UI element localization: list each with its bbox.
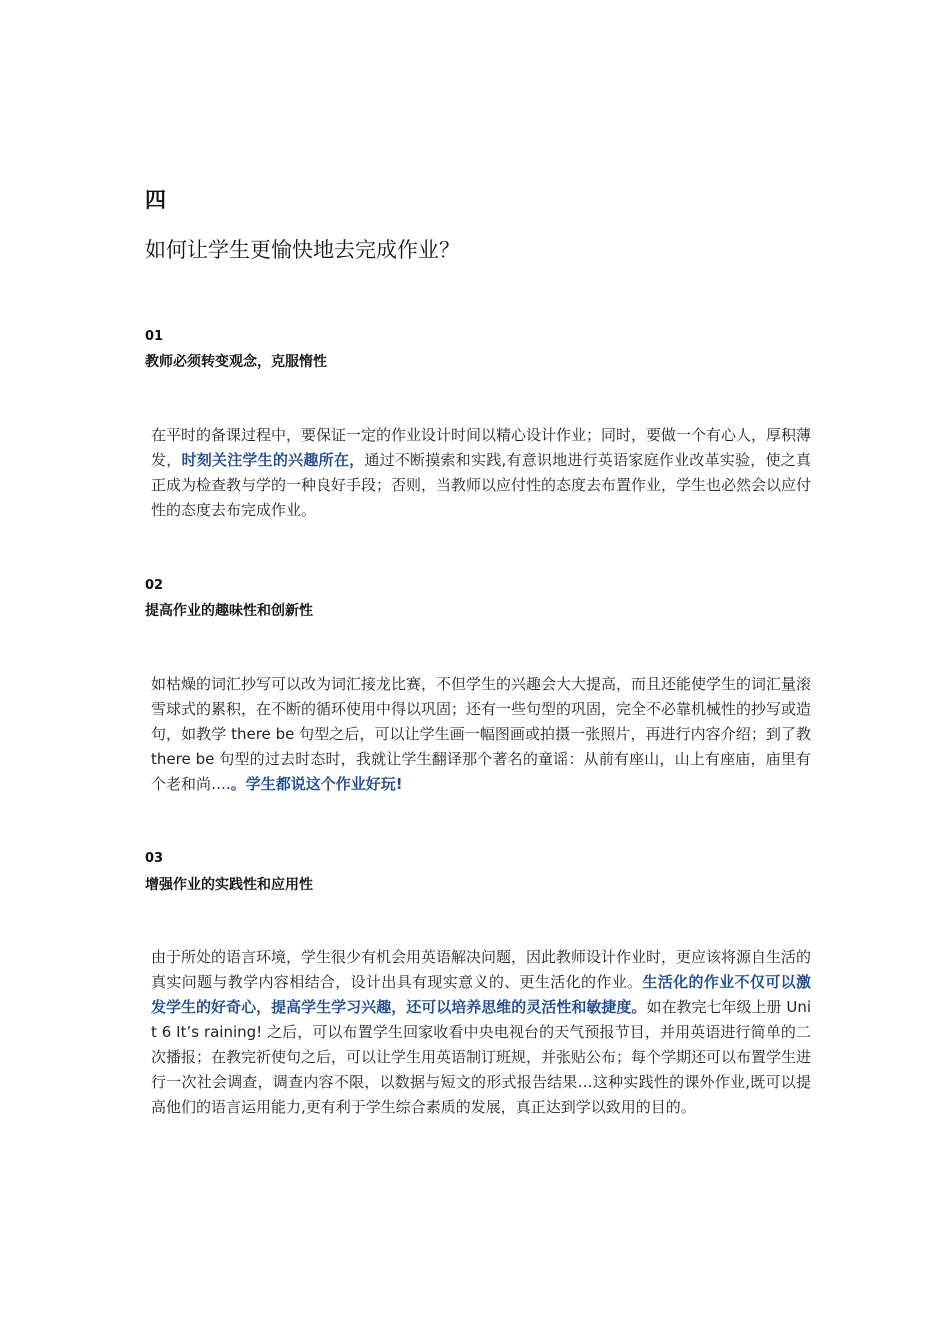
item-number: 01 — [145, 329, 164, 344]
item-paragraph — [151, 672, 811, 797]
item-paragraph — [151, 423, 811, 523]
item-heading: 教师必须转变观念，克服惰性 — [145, 354, 327, 370]
highlighted-text: 。学生都说这个作业好玩! — [230, 775, 403, 793]
paragraph-text: 在平时的备课过程中，要保证一定的作业设计时间以精心设计作业；同时，要做一个有心人，厚积薄发， — [151, 426, 812, 469]
paragraph-text: 如枯燥的词汇抄写可以改为词汇接龙比赛，不但学生的兴趣会大大提高，而且还能使学生的词汇量滚雪球式的累积，在不断的循环使用中得以巩固；还有一些句型的巩固，完全不必靠机械性的抄写或造句，如教学 there be 句型之后，可以让学生画一幅图画或拍摄一张照片，再进行内容介绍；到了教 there be 句型的过去时态时，我就让学生翻译那个著名的童谣：从前有座山，山上有座庙，庙里有个老和尚…. — [151, 675, 812, 793]
item-number: 03 — [145, 851, 164, 866]
paragraph-text: 由于所处的语言环境，学生很少有机会用英语解决问题，因此教师设计作业时，更应该将源自生活的真实问题与教学内容相结合，设计出具有现实意义的、更生活化的作业。 — [151, 948, 812, 991]
item-paragraph — [151, 945, 811, 1120]
item-heading: 增强作业的实践性和应用性 — [145, 877, 313, 893]
highlighted-text: 生活化的作业不仅可以激发学生的好奇心，提高学生学习兴趣，还可以培养思维的灵活性和敏捷度。 — [151, 973, 811, 1016]
paragraph-text: 如在教完七年级上册 Unit 6 It’s raining! 之后，可以布置学生回家收看中央电视台的天气预报节目，并用英语进行简单的二次播报；在教完祈使句之后，可以让学生用英语制订班规，并张贴公布；每个学期还可以布置学生进行一次社会调查，调查内容不限，以数据与短文的形式报告结果…这种实践性的课外作业,既可以提高他们的语言运用能力,更有利于学生综合素质的发展，真正达到学以致用的目的。 — [151, 998, 812, 1116]
highlighted-text: 时刻关注学生的兴趣所在， — [181, 451, 365, 469]
section-number: 四 — [145, 188, 166, 212]
paragraph-text: 通过不断摸索和实践,有意识地进行英语家庭作业改革实验，使之真正成为检查教与学的一种良好手段；否则，当教师以应付性的态度去布置作业，学生也必然会以应付性的态度去布完成作业。 — [151, 451, 812, 519]
item-heading: 提高作业的趣味性和创新性 — [145, 603, 313, 619]
section-title: 如何让学生更愉快地去完成作业？ — [145, 238, 460, 262]
item-number: 02 — [145, 578, 164, 593]
